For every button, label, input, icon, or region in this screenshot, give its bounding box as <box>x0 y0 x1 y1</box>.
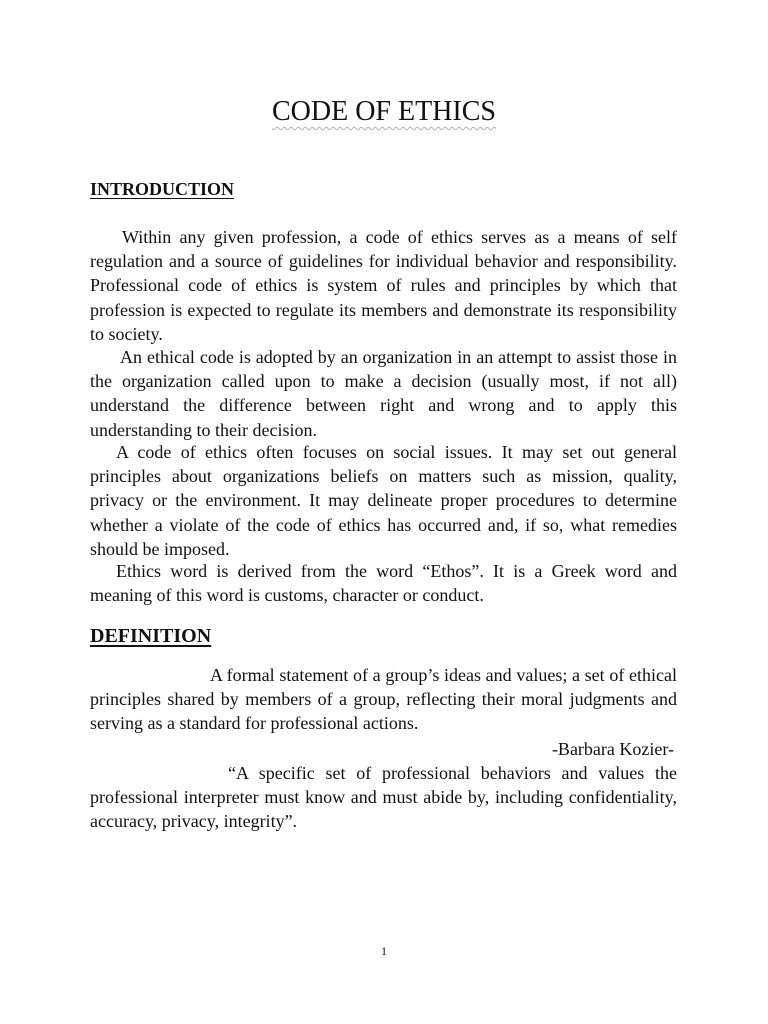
definition-statement-1: A formal statement of a group’s ideas and values; a set of ethical principles shared by members of a group, reflecting their moral judgments and serving as a standard for professional actions. <box>90 665 677 734</box>
introduction-paragraph-3: A code of ethics often focuses on social issues. It may set out general principles about organizations beliefs on matters such as mission, quality, privacy or the environment. It may delineate proper procedures to determine whether a violate of the code of ethics has occurred and, if so, what remedies should be imposed. <box>90 442 677 559</box>
introduction-paragraph-4: Ethics word is derived from the word “Ethos”. It is a Greek word and meaning of this word is customs, character or conduct. <box>90 561 677 606</box>
introduction-heading: INTRODUCTION <box>90 179 235 199</box>
introduction-paragraph-1: Within any given profession, a code of ethics serves as a means of self regulation and a source of guidelines for individual behavior and responsibility. Professional code of ethics is system of rules and principles by which that profession is expected to regulate its members and demonstrate its responsibility to society. <box>90 227 677 344</box>
introduction-paragraph-2: An ethical code is adopted by an organization in an attempt to assist those in the organization called upon to make a decision (usually most, if not all) understand the difference between right and wrong and to apply this understanding to their decision. <box>90 347 677 440</box>
definition-statement-2: “A specific set of professional behaviors and values the professional interpreter must know and must abide by, including confidentiality, accuracy, privacy, integrity”. <box>90 763 677 832</box>
definition-heading: DEFINITION <box>90 625 212 647</box>
page-title-text: CODE OF ETHICS <box>271 96 496 127</box>
page-title <box>0 94 768 130</box>
definition-attribution: -Barbara Kozier- <box>551 739 674 759</box>
page-number: 1 <box>381 944 387 958</box>
